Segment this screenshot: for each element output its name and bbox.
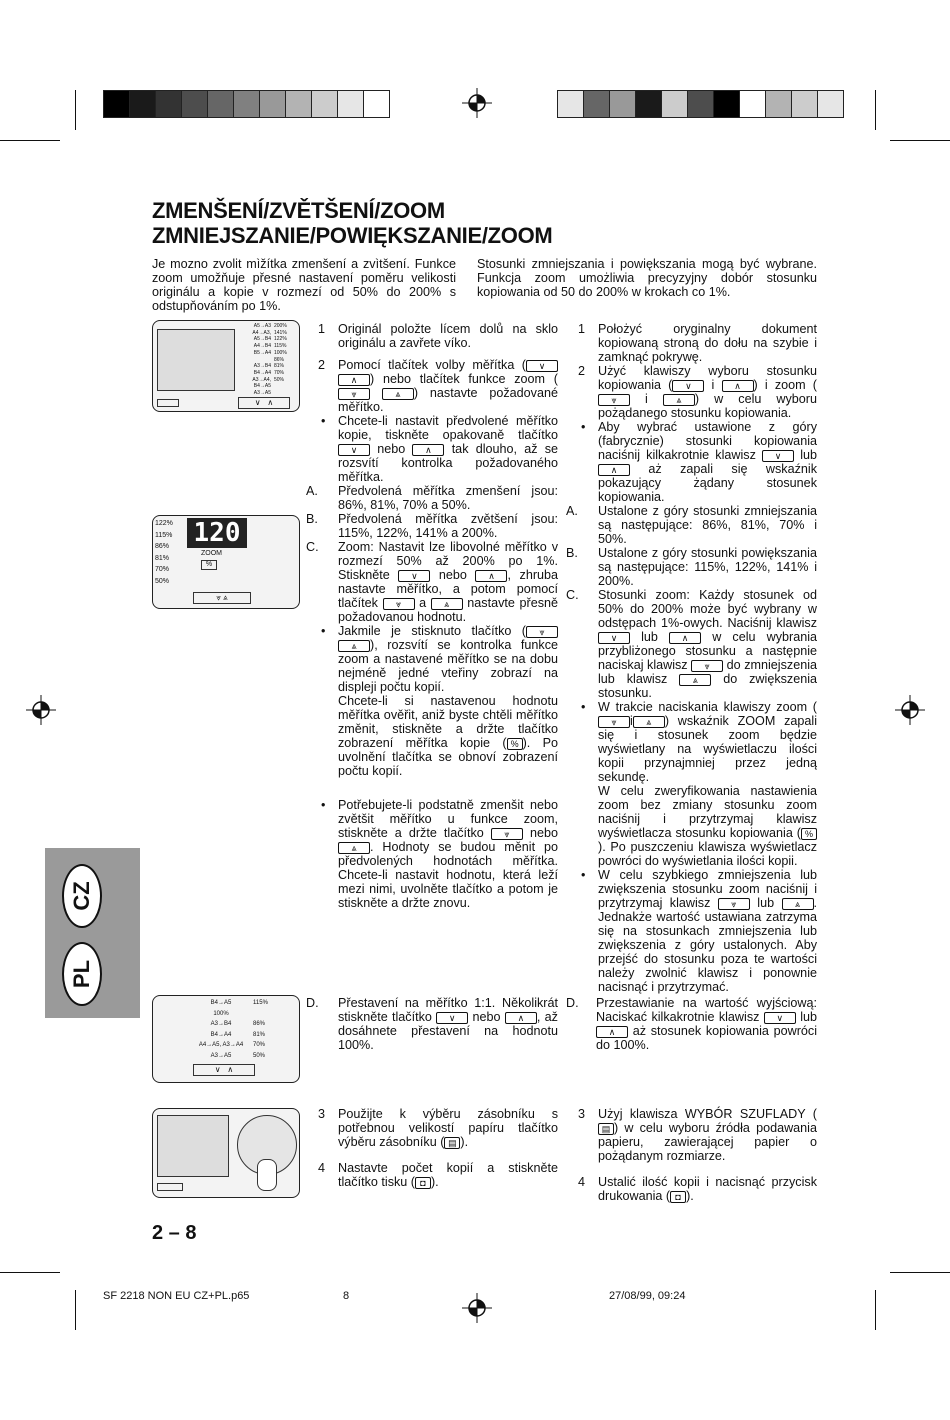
copier-diagram (157, 329, 235, 391)
zoom-buttons: ⩔ ⩓ (193, 592, 251, 604)
step-pl-3: 3 Użyj klawisza WYBÓR SZUFLADY (▤ ) w celu wyboru źródła podawania papieru, zawierającej papier o pożądanym rozmiarze. (578, 1107, 817, 1163)
ratio-display-button: % (201, 560, 217, 570)
tab-cz: CZ (62, 864, 102, 928)
reset-ratio-table: B4→A5 100% A3→B4 B4→A4 A4→A5, A3→A4 A3→A5 115% 86% 81% 70% 50% (198, 1000, 268, 1059)
step-cz-1: 1 Originál položte lícem dolů na sklo originálu a zavřete víko. (318, 322, 558, 350)
control-panel-illustration-ratios (152, 320, 300, 412)
item-cz-c: C. Zoom: Nastavit lze libovolné měřítko v rozmezí 50% až 200% po 1%. Stiskněte ∨ nebo ∧ , zhruba nastavte měřítko, a potom pomocí tlačítek ⩔ a ⩓ nastavte přesně požadovanou hodnotu. (306, 540, 559, 624)
bullet-cz-2: • Jakmile je stisknuto tlačítko ( ⩔ ⩓ ), rozsvítí se kontrolka funkce zoom a nastavené měřítko se na dobu nejméně jedné vteřiny zobrazí na displeji počtu kopií. Chcete-li si nastavenou hodnotu měřítka ověřit, aniž byste chtěli měřítko změnit, stiskněte a držte tlačítko zobrazení měřítka kopie ( % ). Po uvolnění tlačítka se obnoví zobrazení počtu kopií. (321, 624, 558, 778)
registration-mark-bottom (462, 1293, 492, 1323)
control-panel-illustration-reset (152, 995, 300, 1083)
page-title-pl: ZMNIEJSZANIE/POWIĘKSZANIE/ZOOM (152, 223, 553, 248)
instructions-cz (306, 322, 559, 918)
copy-count-display: 120 (187, 518, 247, 548)
item-pl-c: C. Stosunki zoom: Każdy stosunek od 50% do 200% może być wybrany w odstępach 1%-owych. Naciśnij klawisz ∨ lub ∧ w celu wybrania przybliżonego stosunku a następnie naciskaj klawisz ⩔ do zmniejszenia lub klawisz ⩓ do zwiększenia stosunku. (566, 588, 818, 700)
tab-pl: PL (62, 942, 102, 1006)
zoom-label: ZOOM (201, 550, 222, 557)
copier-tray-diagram (157, 1115, 229, 1177)
bullet-cz-1: • Chcete-li nastavit předvolené měřítko kopie, tiskněte opakovaně tlačítko ∨ nebo ∧ tak dlouho, až se rozsvítí kontrolka požadovaného měřítka. (321, 414, 559, 484)
registration-mark-top (462, 88, 492, 118)
grayscale-bar-right (557, 90, 844, 118)
step-cz-4: 4 Nastavte počet kopií a stiskněte tlačítko tisku ( ◘ ). (318, 1161, 558, 1189)
instructions-pl-lower (578, 1107, 817, 1211)
bullet-pl-2: • W trakcie naciskania klawiszy zoom (⩔ i ⩓ ) wskaźnik ZOOM zapali się i stosunek zoom będzie wyświetlany na wyświetlaczu ilości kopii przynajmniej przez jedną sekundę. W celu zweryfikowania nastawienia zoom bez zmiany stosunku zoom naciśnij i przytrzymaj klawisz wyświetlacza stosunku kopiowania ( %). Po puszczeniu klawisza wyświetlacz powróci do wyświetlania ilości kopii. (581, 700, 817, 868)
step-pl-2: 2 Użyć klawiszy wyboru stosunku kopiowania ( ∨ i ∧ ) i zoom (⩔ i ⩓ ) w celu wyboru pożądanego stosunku kopiowania. (578, 364, 818, 420)
panel-key (157, 399, 179, 407)
reset-ratio-buttons: ∨ ∧ (193, 1064, 255, 1076)
ratio-buttons: ∨ ∧ (238, 397, 290, 409)
item-cz-d: D. Přestavení na měřítko 1:1. Několikrát stiskněte tlačítko ∨ nebo ∧ , až dosáhnete přestavení na hodnotu 100%. (306, 996, 558, 1052)
step-pl-1: 1 Położyć oryginalny dokument kopiowaną stroną do dołu na szybie i zamknąć pokrywę. (578, 322, 817, 364)
footer-filename: SF 2218 NON EU CZ+PL.p65 (103, 1290, 250, 1302)
item-pl-b: B. Ustalone z góry stosunki powiększania są następujące: 115%, 122%, 141% i 200%. (566, 546, 817, 588)
step-cz-2: 2 Pomocí tlačítek volby měřítka ( ∨ ∧ ) nebo tlačítek funkce zoom (⩔ ⩓ ) nastavte požadované měřítko. (318, 358, 558, 414)
bullet-cz-3: • Potřebujete-li podstatně zmenšit nebo zvětšit měřítko u funkce zoom, stiskněte a držte tlačítko ⩔ nebo ⩓ . Hodnoty se budou měnit po předvolených hodnotách měřítka. Chcete-li nastavit hodnotu, která leží mezi nimi, uvolněte tlačítko a potom je stiskněte a držte znovu. (321, 798, 558, 910)
intro-cz: Je mozno zvolit mìžítka zmenšení a zvìtšení. Funkce zoom umožňuje přesné nastavení poměru velikosti originálu a kopie v rozmezí od 50% do 200% s odstupňováním po 1%. (152, 257, 456, 313)
bullet-pl-3: • W celu szybkiego zmniejszenia lub zwiększenia stosunku zoom naciśnij i przytrzymaj klawisz ⩔ lub ⩓ . Jednakże wartość ustawiana zatrzyma się na stosunkach zmniejszenia lub zwiększenia z góry ustalonych. Aby przejść do stosunku poza te wartości należy zwolnić klawisz i ponownie nacisnąć i przytrzymać. (581, 868, 818, 994)
control-panel-illustration-print (152, 1108, 300, 1198)
grayscale-bar-left (103, 90, 390, 118)
item-cz-a: A. Předvolená měřítka zmenšení jsou: 86%, 81%, 70% a 50%. (306, 484, 558, 512)
ratio-table: A5→A3 A4→A3, A5→B4 A4→B4 B5→A4 A3→B4 B4→A4 A3→A4, B4→A5 A3→A5 200% 141% 122% 115% 100% 86% 81% 70% 50% (252, 323, 287, 397)
zoom-ratio-list: 122% 115% 86% 81% 70% 50% (155, 520, 173, 585)
registration-mark-right (895, 695, 925, 725)
step-pl-4: 4 Ustalić ilość kopii i nacisnąć przycisk drukowania ( ◘ ). (578, 1175, 817, 1203)
step-cz-3: 3 Použijte k výběru zásobníku s potřebnou velikostí papíru tlačítko výběru zásobníku ( ▤ ). (318, 1107, 558, 1149)
footer-date: 27/08/99, 09:24 (609, 1290, 686, 1302)
language-side-tab (45, 848, 140, 1018)
control-panel-illustration-zoom (152, 515, 300, 609)
page-number: 2 – 8 (152, 1222, 197, 1244)
finger-pressing-icon (257, 1159, 277, 1191)
page-title-cz: ZMENŠENÍ/ZVĚTŠENÍ/ZOOM (152, 198, 445, 223)
registration-mark-left (26, 695, 56, 725)
instructions-cz-lower (318, 1107, 558, 1197)
bullet-pl-1: • Aby wybrać ustawione z góry (fabrycznie) stosunki kopiowania naciśnij kilkakrotnie klawisz ∨ lub ∧ aż zapali się wskaźnik pokazujący żądany stosunek kopiowania. (581, 420, 818, 504)
item-pl-a: A. Ustalone z góry stosunki zmniejszania są następujące: 86%, 81%, 70% i 50%. (566, 504, 817, 546)
instructions-pl (566, 322, 818, 1002)
tray-key (157, 1183, 183, 1191)
item-pl-d: D. Przestawianie na wartość wyjściową: Naciskać kilkakrotnie klawisz ∨ lub ∧ aż stosunek kopiowania powróci do 100%. (566, 996, 818, 1052)
item-cz-b: B. Předvolená měřítka zvětšení jsou: 115%, 122%, 141% a 200%. (306, 512, 558, 540)
footer-page: 8 (343, 1290, 350, 1302)
intro-pl: Stosunki zmniejszania i powiększania mogą być wybrane. Funkcja zoom umożliwia precyzyjny dobór stosunku kopiowania od 50 do 200% w krokach co 1%. (477, 257, 817, 299)
